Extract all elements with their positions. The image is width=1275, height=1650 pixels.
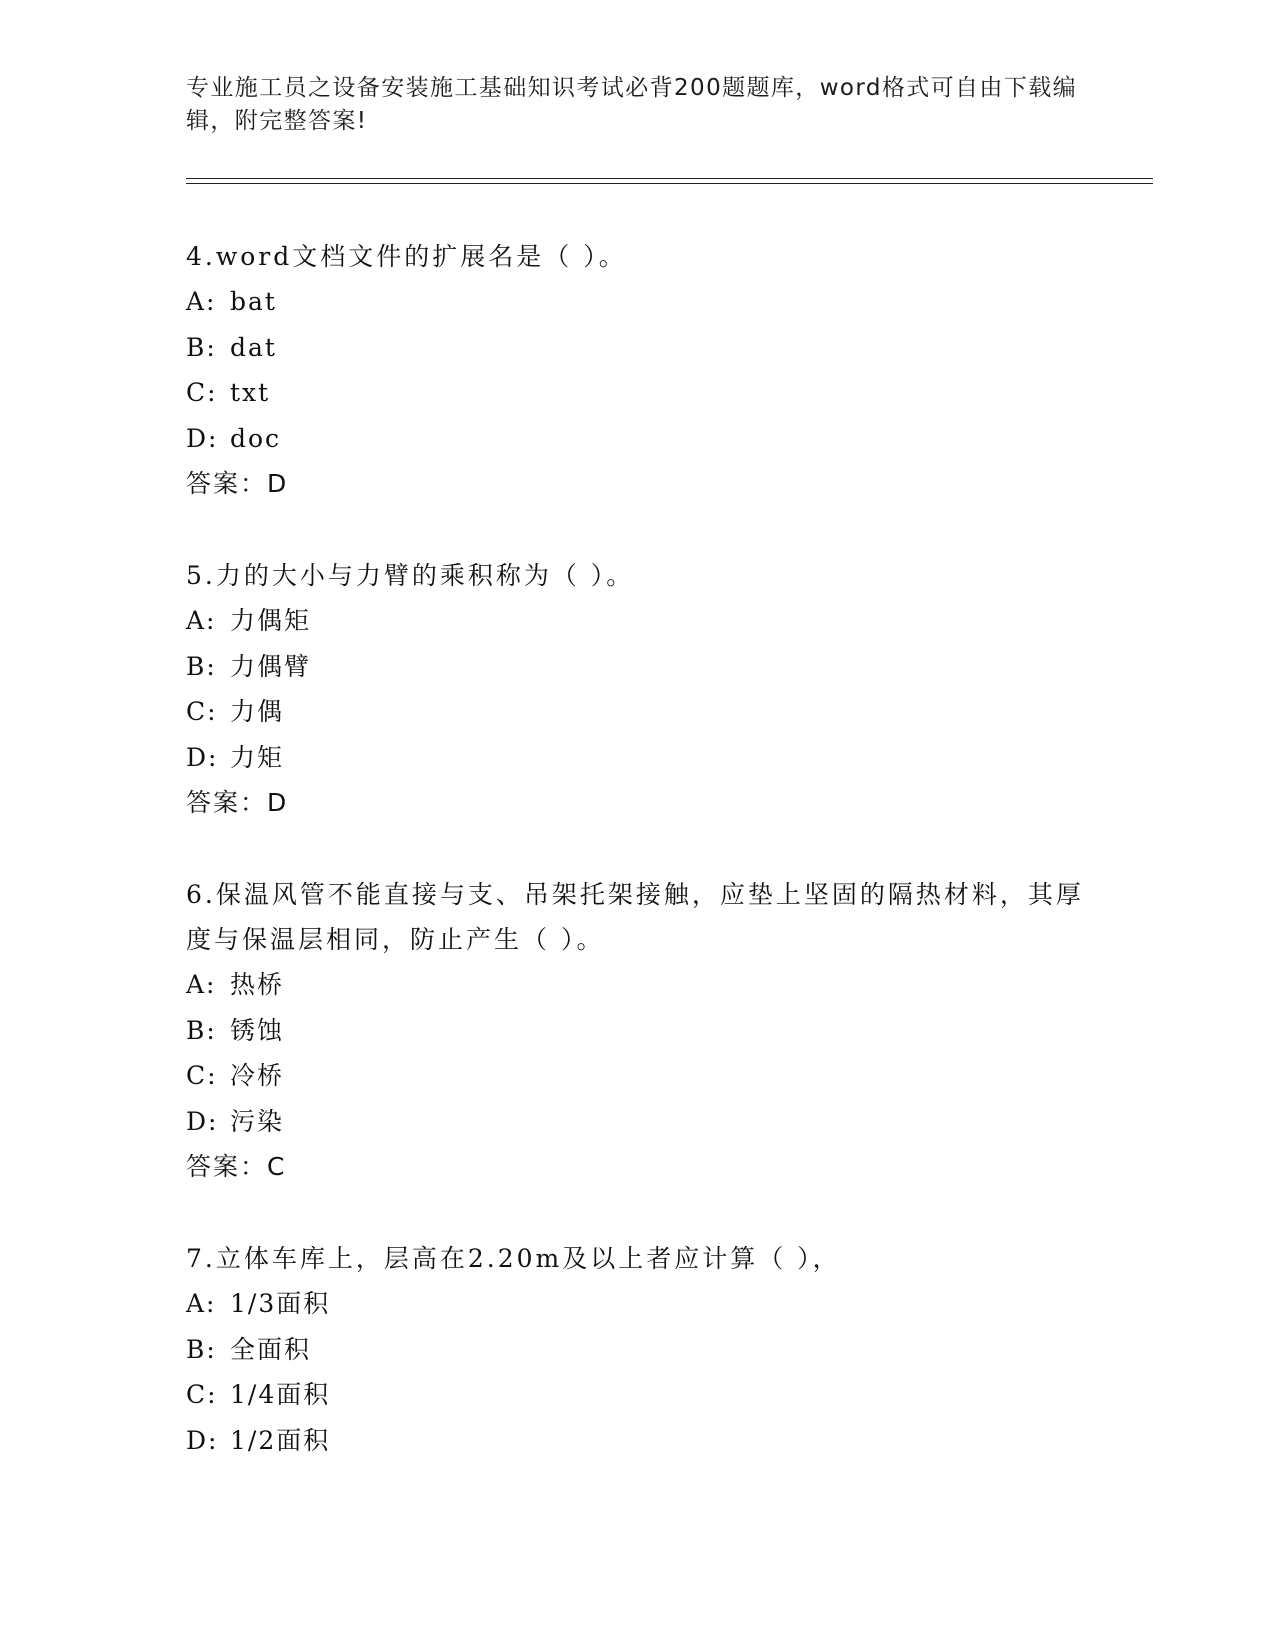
header-divider-top: [186, 178, 1153, 179]
question-4: [186, 234, 1086, 506]
option-b: [186, 325, 1086, 371]
option-text: 力矩: [230, 742, 285, 772]
option-b: [186, 644, 1086, 690]
option-key: C:: [186, 378, 218, 407]
option-text: dat: [230, 332, 277, 362]
option-list: [186, 962, 1086, 1144]
option-d: [186, 735, 1086, 781]
question-stem: 7.立体车库上，层高在2.20m及以上者应计算（ ），: [186, 1244, 841, 1273]
option-b: [186, 1327, 1086, 1373]
option-text: 力偶: [230, 697, 285, 726]
answer-line: 答案：D: [186, 788, 289, 817]
option-text: 力偶臂: [230, 651, 312, 681]
option-a: [186, 279, 1086, 325]
answer-line: 答案：D: [186, 469, 289, 498]
document-header: 专业施工员之设备安装施工基础知识考试必背200题题库，word格式可自由下载编辑，附完整答案!: [186, 75, 1078, 134]
header-divider-bottom: [186, 183, 1153, 184]
option-text: 力偶矩: [230, 606, 312, 635]
option-d: [186, 416, 1086, 462]
question-stem: 5.力的大小与力臂的乘积称为（ ）。: [186, 561, 635, 590]
option-text: bat: [230, 287, 277, 316]
option-text: 冷桥: [230, 1061, 285, 1090]
option-key: C:: [186, 697, 218, 726]
option-key: B:: [186, 1015, 217, 1045]
option-key: D:: [186, 1425, 219, 1455]
option-text: 污染: [230, 1106, 285, 1136]
question-stem: 6.保温风管不能直接与支、吊架托架接触，应垫上坚固的隔热材料，其厚度与保温层相同，防止产生（ ）。: [186, 880, 1084, 954]
option-key: D:: [186, 423, 219, 453]
option-a: [186, 962, 1086, 1008]
option-list: [186, 598, 1086, 780]
option-b: [186, 1008, 1086, 1054]
option-key: B:: [186, 651, 217, 681]
option-key: C:: [186, 1061, 218, 1090]
option-key: A:: [186, 606, 217, 635]
option-text: 热桥: [230, 970, 285, 999]
option-key: D:: [186, 1106, 219, 1136]
answer-line: 答案：C: [186, 1152, 287, 1181]
option-text: 1/3面积: [230, 1289, 331, 1318]
option-key: A:: [186, 970, 217, 999]
option-text: doc: [230, 423, 282, 453]
option-key: C:: [186, 1380, 218, 1409]
option-key: B:: [186, 1334, 217, 1364]
option-c: [186, 1053, 1086, 1099]
option-text: 1/2面积: [230, 1425, 331, 1455]
option-key: A:: [186, 1289, 217, 1318]
option-key: D:: [186, 742, 219, 772]
option-text: 1/4面积: [230, 1380, 331, 1409]
option-d: [186, 1099, 1086, 1145]
option-c: [186, 1372, 1086, 1418]
option-d: [186, 1418, 1086, 1464]
option-key: B:: [186, 332, 217, 362]
option-c: [186, 370, 1086, 416]
option-a: [186, 1281, 1086, 1327]
option-list: [186, 279, 1086, 461]
option-key: A:: [186, 287, 217, 316]
question-6: [186, 872, 1086, 1189]
option-text: txt: [230, 378, 271, 407]
option-text: 全面积: [230, 1334, 312, 1364]
question-5: [186, 553, 1086, 825]
option-list: [186, 1281, 1086, 1463]
option-c: [186, 689, 1086, 735]
option-text: 锈蚀: [230, 1015, 285, 1045]
question-7: [186, 1236, 1086, 1463]
option-a: [186, 598, 1086, 644]
question-stem: 4.word文档文件的扩展名是（ ）。: [186, 242, 627, 271]
